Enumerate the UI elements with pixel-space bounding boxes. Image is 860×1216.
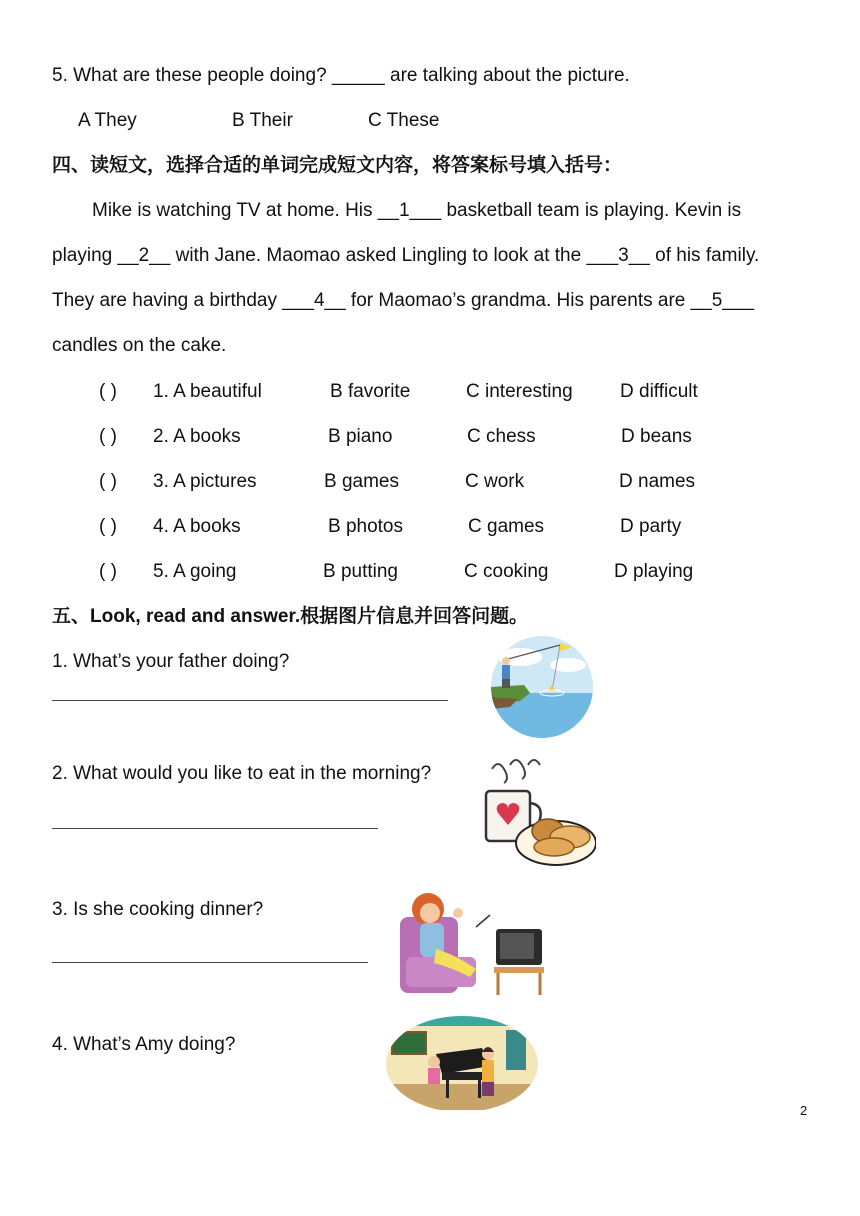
- answer-bracket[interactable]: ( ): [99, 471, 117, 492]
- passage-line-2: playing __2__ with Jane. Maomao asked Lingling to look at the ___3__ of his family.: [52, 245, 760, 266]
- q5-option-b: B Their: [232, 110, 293, 131]
- passage-line-1: Mike is watching TV at home. His __1___ basketball team is playing. Kevin is: [92, 200, 742, 221]
- answer-line-2[interactable]: [52, 828, 378, 829]
- q5-option-c: C These: [368, 110, 440, 131]
- look-question-1: 1. What’s your father doing?: [52, 651, 290, 672]
- choice-d: D beans: [621, 426, 692, 447]
- choice-b: B piano: [328, 426, 393, 447]
- choice-b: B favorite: [330, 381, 411, 402]
- choice-c: C cooking: [464, 561, 549, 582]
- section-4-heading: 四、读短文，选择合适的单词完成短文内容，将答案标号填入括号：: [52, 155, 623, 176]
- choice-c: C chess: [467, 426, 536, 447]
- section-5-heading: 五、Look, read and answer.根据图片信息并回答问题。: [52, 606, 529, 627]
- choice-d: D names: [619, 471, 696, 492]
- answer-bracket[interactable]: ( ): [99, 561, 117, 582]
- look-question-2: 2. What would you like to eat in the morning?: [52, 763, 432, 784]
- look-question-4: 4. What’s Amy doing?: [52, 1034, 236, 1055]
- passage-line-4: candles on the cake.: [52, 335, 227, 356]
- question-5: 5. What are these people doing? _____ are talking about the picture.: [52, 65, 630, 86]
- choice-c: C work: [465, 471, 525, 492]
- choice-c: C interesting: [466, 381, 573, 402]
- q5-option-a: A They: [78, 110, 137, 131]
- fishing-picture: [490, 635, 594, 739]
- answer-line-3[interactable]: [52, 962, 368, 963]
- passage-line-3: They are having a birthday ___4__ for Maomao’s grandma. His parents are __5___: [52, 290, 755, 311]
- woman-watching-tv-picture: [400, 887, 544, 996]
- choice-a: 3. A pictures: [153, 471, 257, 492]
- choice-a: 5. A going: [153, 561, 237, 582]
- choice-d: D party: [620, 516, 682, 537]
- answer-bracket[interactable]: ( ): [99, 381, 117, 402]
- choice-a: 1. A beautiful: [153, 381, 262, 402]
- answer-bracket[interactable]: ( ): [99, 516, 117, 537]
- piano-lesson-picture: [386, 1014, 538, 1110]
- choice-d: D difficult: [620, 381, 698, 402]
- page-number: 2: [800, 1103, 808, 1118]
- choice-a: 4. A books: [153, 516, 241, 537]
- choice-a: 2. A books: [153, 426, 241, 447]
- look-question-3: 3. Is she cooking dinner?: [52, 899, 264, 920]
- choice-d: D playing: [614, 561, 694, 582]
- breakfast-picture: [478, 751, 596, 869]
- choice-b: B putting: [323, 561, 398, 582]
- answer-bracket[interactable]: ( ): [99, 426, 117, 447]
- choice-c: C games: [468, 516, 545, 537]
- choice-b: B games: [324, 471, 399, 492]
- answer-line-1[interactable]: [52, 700, 448, 701]
- choice-b: B photos: [328, 516, 403, 537]
